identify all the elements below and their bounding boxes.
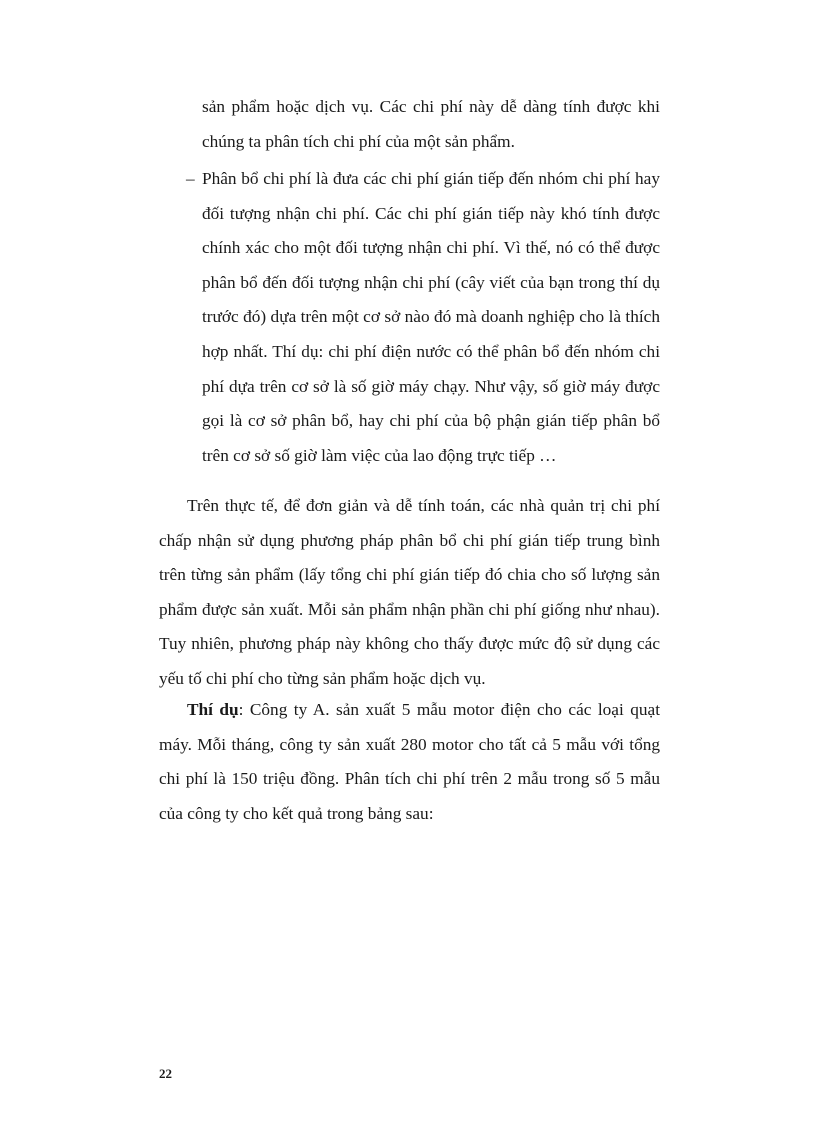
example-paragraph (159, 693, 660, 831)
dash-bullet-icon: – (186, 169, 195, 188)
bullet-item-text: Phân bổ chi phí là đưa các chi phí gián tiếp đến nhóm chi phí hay đối tượng nhận chi phí. Các chi phí gián tiếp này khó tính được chính xác cho một đối tượng nhận chi phí. Vì thế, nó có thể được phân bổ đến đối tượng nhận chi phí (cây viết của bạn trong thí dụ trước đó) dựa trên một cơ sở nào đó mà doanh nghiệp cho là thích hợp nhất. Thí dụ: chi phí điện nước có thể phân bổ đến nhóm chi phí dựa trên cơ sở là số giờ máy chạy. Như vậy, số giờ máy được gọi là cơ sở phân bổ, hay chi phí của bộ phận gián tiếp phân bổ trên cơ sở số giờ làm việc của lao động trực tiếp … (202, 169, 660, 465)
example-text: : Công ty A. sản xuất 5 mẫu motor điện cho các loại quạt máy. Mỗi tháng, công ty sản xuất 280 motor cho tất cả 5 mẫu với tổng chi phí là 150 triệu đồng. Phân tích chi phí trên 2 mẫu trong số 5 mẫu của công ty cho kết quả trong bảng sau: (159, 700, 660, 823)
example-label: Thí dụ (187, 700, 239, 719)
continuation-paragraph: sản phẩm hoặc dịch vụ. Các chi phí này dễ dàng tính được khi chúng ta phân tích chi phí của một sản phẩm. (202, 97, 660, 151)
bullet-item-cost-allocation (186, 162, 660, 473)
page-number: 22 (159, 1066, 172, 1081)
body-paragraph-practice: Trên thực tế, để đơn giản và dễ tính toán, các nhà quản trị chi phí chấp nhận sử dụng phương pháp phân bổ chi phí gián tiếp trung bình trên từng sản phẩm (lấy tổng chi phí gián tiếp đó chia cho số lượng sản phẩm được sản xuất. Mỗi sản phẩm nhận phần chi phí giống như nhau). Tuy nhiên, phương pháp này không cho thấy được mức độ sử dụng các yếu tố chi phí cho từng sản phẩm hoặc dịch vụ. (159, 496, 660, 688)
